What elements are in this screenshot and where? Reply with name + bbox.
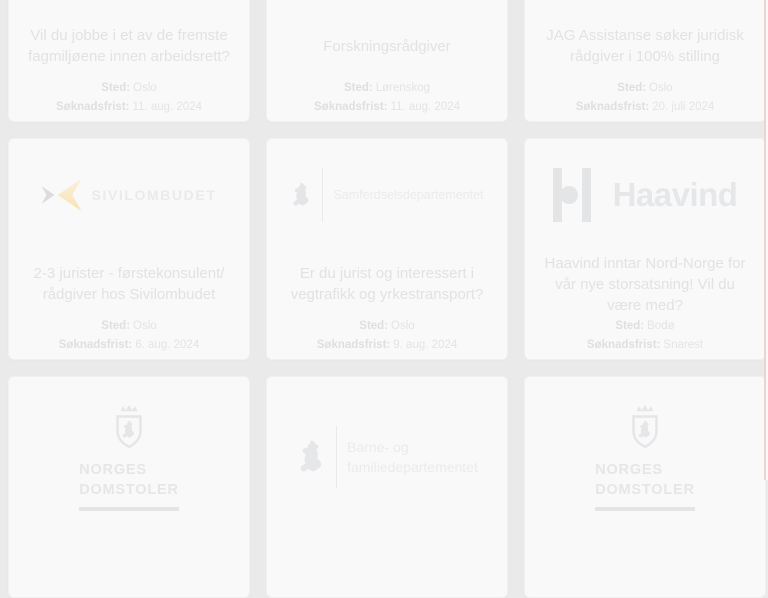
haavind-wordmark: Haavind (612, 176, 738, 213)
sivilombudet-arrow-left-icon (58, 179, 82, 211)
location-label: Sted: (615, 320, 645, 332)
sivilombudet-logo (42, 179, 217, 211)
sivilombudet-arrow-right-icon (42, 186, 55, 204)
location-value: Oslo (133, 320, 157, 332)
location-label: Sted: (359, 320, 389, 332)
domstoler-shield-icon (627, 404, 663, 452)
employer-logo-zone (525, 377, 765, 537)
job-card[interactable] (8, 138, 250, 360)
job-card[interactable] (8, 0, 250, 122)
job-card[interactable] (524, 0, 766, 122)
employer-logo-zone (525, 0, 765, 13)
job-meta (59, 317, 199, 357)
job-card[interactable] (8, 376, 250, 598)
haavind-h-mark-icon (553, 168, 591, 222)
logo-divider (322, 168, 323, 222)
location-label: Sted: (101, 82, 131, 94)
location-value: Bodø (647, 320, 675, 332)
domstoler-shield-icon (111, 404, 147, 452)
job-meta (587, 317, 703, 357)
job-meta (56, 79, 202, 119)
job-card[interactable] (524, 376, 766, 598)
job-title: Er du jurist og interessert i vegtrafikk og yrkestransport? (290, 265, 484, 303)
department-name: Barne- og familiedepartementet (347, 439, 478, 475)
job-title: Haavind inntar Nord-Norge for vår nye storsatsning! Vil du være med? (544, 254, 746, 314)
deadline-value: 11. aug. 2024 (390, 101, 460, 113)
domstoler-wordmark: NORGES DOMSTOLER (595, 460, 695, 511)
job-title: Forskningsrådgiver (323, 37, 451, 55)
job-card-grid (8, 0, 766, 598)
norges-domstoler-logo (79, 404, 179, 511)
location-value: Oslo (391, 320, 415, 332)
employer-logo-zone (9, 377, 249, 537)
domstoler-underline (79, 507, 179, 511)
right-edge-accent-line (764, 0, 766, 480)
employer-logo-zone (267, 377, 507, 537)
deadline-label: Søknadsfrist: (316, 339, 391, 351)
employer-logo-zone (9, 0, 249, 13)
job-meta (314, 79, 460, 119)
location-value: Lørenskog (375, 82, 431, 94)
employer-logo-zone (267, 0, 507, 13)
deadline-label: Søknadsfrist: (56, 101, 130, 113)
location-label: Sted: (617, 82, 647, 94)
job-meta (317, 317, 457, 357)
employer-logo-zone (9, 139, 249, 251)
job-card[interactable] (266, 376, 508, 598)
job-card[interactable] (266, 0, 508, 122)
haavind-logo (553, 168, 738, 222)
barne-og-familiedepartementet-logo (296, 426, 478, 488)
job-card[interactable] (266, 138, 508, 360)
employer-logo-zone (267, 139, 507, 251)
deadline-label: Søknadsfrist: (575, 101, 650, 113)
domstoler-underline (595, 507, 695, 511)
samferdselsdepartementet-logo (290, 168, 483, 222)
location-label: Sted: (101, 320, 131, 332)
location-value: Oslo (649, 82, 673, 94)
domstoler-wordmark: NORGES DOMSTOLER (79, 460, 179, 511)
job-card[interactable] (524, 138, 766, 360)
deadline-value: Snarest (663, 339, 704, 351)
deadline-label: Søknadsfrist: (314, 101, 388, 113)
job-meta (576, 79, 715, 119)
deadline-value: 6. aug. 2024 (135, 339, 200, 351)
logo-divider (336, 426, 337, 488)
department-name: Samferdselsdepartementet (333, 188, 484, 202)
deadline-label: Søknadsfrist: (58, 339, 133, 351)
employer-logo-zone (525, 139, 765, 251)
job-title: Vil du jobbe i et av de fremste fagmiljøene innen arbeidsrett? (28, 27, 230, 65)
norwegian-lion-crest-icon (296, 438, 326, 476)
job-title: JAG Assistanse søker juridisk rådgiver i 100% stilling (546, 27, 744, 65)
norwegian-lion-crest-icon (290, 180, 312, 210)
location-label: Sted: (343, 82, 373, 94)
deadline-value: 20. juli 2024 (652, 101, 715, 113)
sivilombudet-wordmark: SIVILOMBUDET (91, 187, 217, 203)
norges-domstoler-logo (595, 404, 695, 511)
deadline-label: Søknadsfrist: (586, 339, 661, 351)
job-title: 2-3 jurister - førstekonsulent/​rådgiver hos Sivilombudet (33, 265, 225, 303)
deadline-value: 9. aug. 2024 (393, 339, 458, 351)
location-value: Oslo (133, 82, 157, 94)
deadline-value: 11. aug. 2024 (132, 101, 202, 113)
